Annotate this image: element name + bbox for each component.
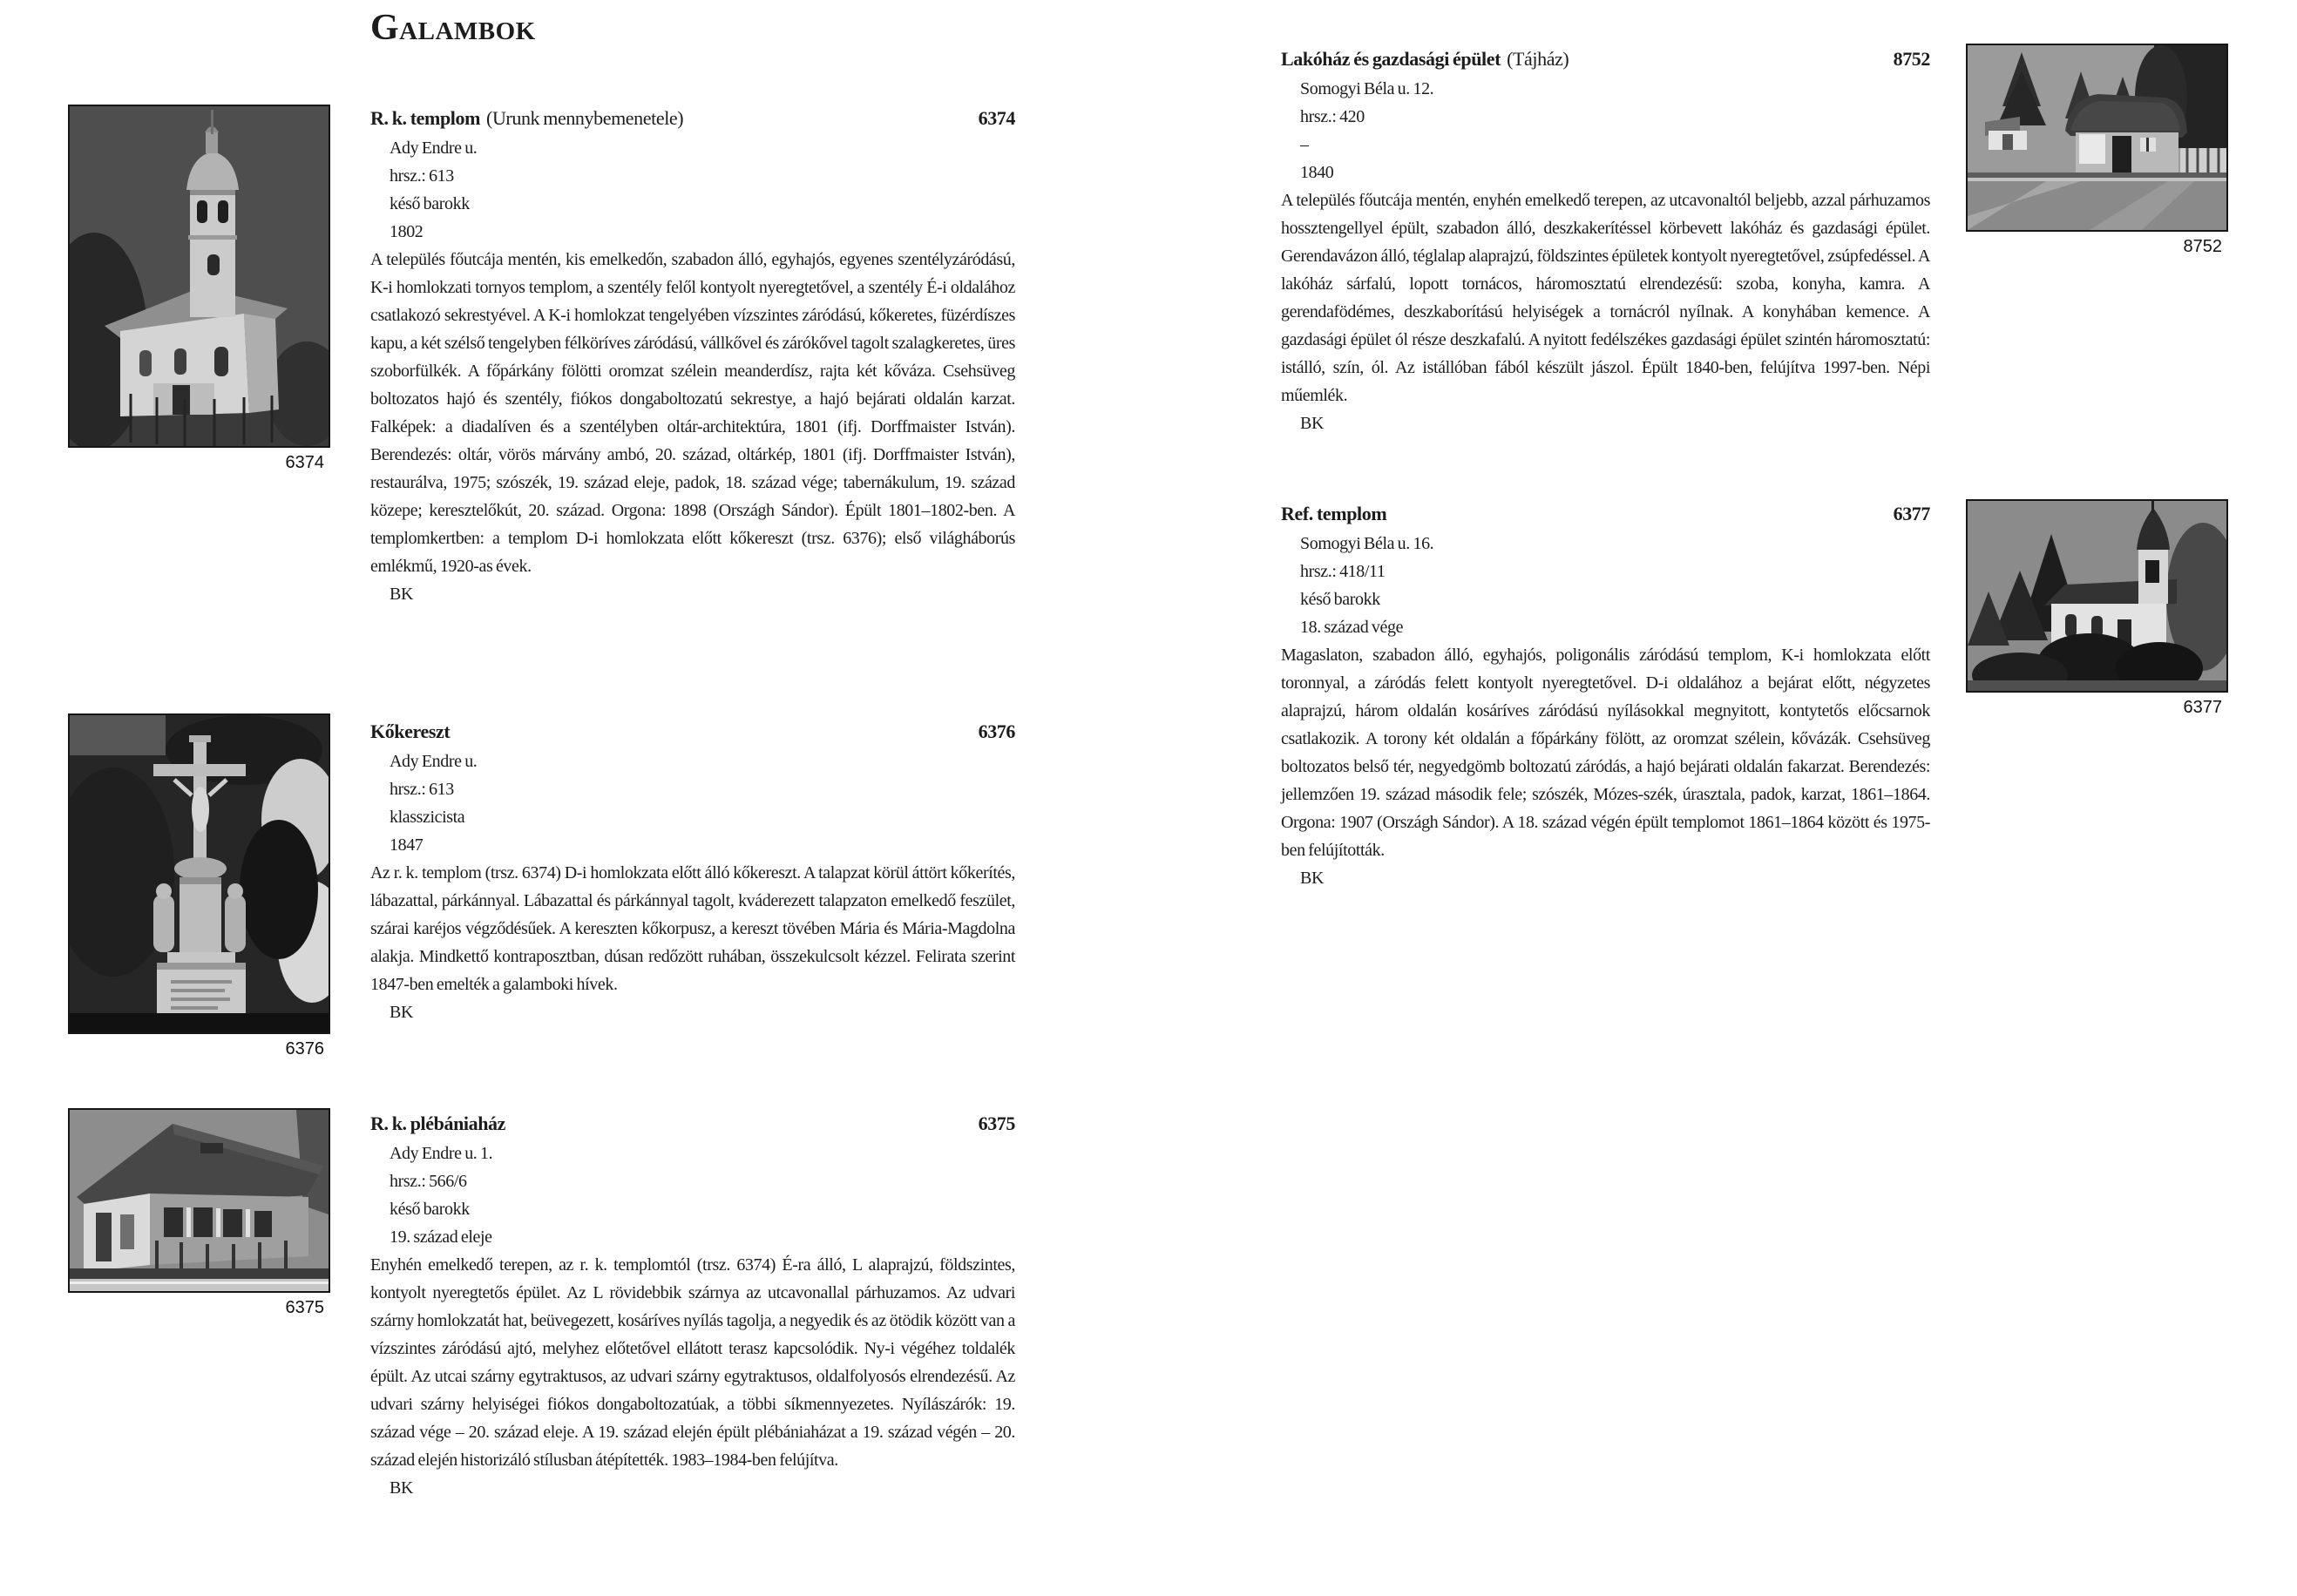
entry-author-initials: BK	[390, 1478, 413, 1498]
entry-heading	[370, 716, 1015, 747]
photo-caption: 6374	[285, 453, 324, 472]
photo-tajhaz-8752	[1966, 44, 2225, 257]
entry-ref-templom	[1281, 498, 1930, 892]
photo-caption: 6375	[285, 1298, 324, 1317]
thatched-cottage-photo-image	[1966, 44, 2228, 232]
entry-style: klasszicista	[390, 808, 465, 827]
entry-address: Somogyi Béla u. 16.	[1300, 534, 1434, 553]
photo-caption: 6376	[285, 1039, 324, 1058]
entry-number: 6376	[978, 720, 1015, 742]
entry-title: R. k. plébániaház	[370, 1112, 506, 1134]
entry-parcel-number: hrsz.: 613	[390, 166, 454, 186]
entry-date: 19. század eleje	[390, 1227, 492, 1247]
entry-date: 18. század vége	[1300, 618, 1404, 637]
photo-kokereszt-6376	[68, 713, 327, 1059]
entry-address: Ady Endre u.	[390, 139, 478, 158]
entry-description: Enyhén emelkedő terepen, az r. k. templomtól (trsz. 6374) É-ra álló, L alaprajzú, földszintes, kontyolt nyeregtetős épület. Az L rövidebbik szárnya az utcavonallal párhuzamos. Az udvari szárny homlokzatát hat, beüvegezett, kosáríves nyílás tagolja, a negyedik és az ötödik között van a vízszintes záródású ajtó, melyhez előtetővel ellátott terasz kapcsolódik. Ny-i végéhez toldalék épült. Az utcai szárny egytraktusos, az udvari szárny egytraktusos, oldalfolyosós elrendezésű. Az udvari szárny helyiségei fiókos dongaboltozatúak, a többi síkmennyezetes. Nyílászárók: 19. század vége – 20. század eleje. A 19. század elején épült plébániaházat a 19. század végén – 20. század elején historizáló stílusban átépítették. 1983–1984-ben felújítva.	[370, 1255, 1015, 1470]
entry-description: Az r. k. templom (trsz. 6374) D-i homlokzata előtt álló kőkereszt. A talapzat körül áttört kőkerítés, lábazattal, párkánnyal. Lábazattal és párkánnyal tagolt, kváderezett talapzaton emelkedő feszület, szárai karéjos végződésűek. A kereszten kőkorpusz, a kereszt tövében Mária és Mária-Magdolna alakja. Mindkettő kontraposztban, dúsan redőzött ruhában, összekulcsolt kézzel. Felirata szerint 1847-ben emelték a galamboki hívek.	[370, 863, 1015, 994]
entry-date: 1847	[390, 835, 423, 855]
entry-kokereszt	[370, 716, 1015, 1026]
entry-number: 6377	[1893, 503, 1930, 524]
entry-number: 6374	[978, 107, 1015, 129]
entry-title: R. k. templom (Urunk mennybemenetele)	[370, 107, 684, 129]
church-among-trees-photo-image	[1966, 499, 2228, 693]
entry-heading	[370, 1108, 1015, 1140]
photo-caption: 6377	[2183, 698, 2222, 717]
entry-date: 1840	[1300, 163, 1334, 182]
entry-number: 8752	[1893, 48, 1930, 70]
stone-cross-photo-image	[68, 713, 330, 1034]
entry-address: Somogyi Béla u. 12.	[1300, 79, 1434, 98]
entry-heading	[1281, 44, 1930, 75]
entry-address: Ady Endre u.	[390, 752, 478, 771]
entry-author-initials: BK	[390, 1003, 413, 1022]
entry-description: A település főutcája mentén, kis emelkedőn, szabadon álló, egyhajós, egyenes szentélyzáródású, K-i homlokzati tornyos templom, a szentély felől kontyolt nyeregtetővel, a szentély É-i oldalához csatlakozó sekrestyével. A K-i homlokzat tengelyében vízszintes záródású, kőkeretes, füzérdíszes kapu, a két szélső tengelyben félköríves záródású, vállkővel és zárókővel tagolt szalagkeretes, üres szoborfülkék. A főpárkány fölötti oromzat szélein meanderdísz, rajta két kőváza. Csehsüveg boltozatos hajó és szentély, fiókos dongaboltozatú sekrestye, a hajó bejárati oldalán karzat. Falképek: a diadalíven és a szentélyben oltár-architektúra, 1801 (ifj. Dorffmaister István). Berendezés: oltár, vörös márvány ambó, 20. század, oltárkép, 1801 (ifj. Dorffmaister István), restaurálva, 1975; szószék, 19. század eleje, padok, 18. század vége; tabernákulum, 19. század közepe; keresztelőkút, 20. század. Orgona: 1898 (Országh Sándor). Épült 1801–1802-ben. A templomkertben: a templom D-i homlokzata előtt kőkereszt (trsz. 6376); első világháborús emlékmű, 1920-as évek.	[370, 250, 1015, 576]
page-title: Galambok	[370, 8, 536, 48]
entry-parcel-number: hrsz.: 613	[390, 780, 454, 799]
entry-parcel-number: hrsz.: 418/11	[1300, 562, 1386, 581]
entry-style: késő barokk	[390, 1200, 470, 1219]
entry-address: Ady Endre u. 1.	[390, 1144, 493, 1163]
entry-parcel-number: hrsz.: 420	[1300, 107, 1365, 126]
entry-heading	[1281, 498, 1930, 530]
entry-description: Magaslaton, szabadon álló, egyhajós, poligonális záródású templom, K-i homlokzata előtt toronnyal, a záródás felett kontyolt nyeregtetővel. D-i oldalához a bejárat előtt, négyzetes alaprajzú, három oldalán kosáríves záródású nyílásokkal megnyitott, kontytetős előcsarnok csatlakozik. A torony két oldalán a főpárkány fölött, az oromzat szélein, kővázák. Csehsüveg boltozatos belső tér, negyedgömb boltozatú záródás, a hajó bejárati oldalán fakarzat. Berendezés: jellemzően 19. század második fele; szószék, Mózes-szék, úrasztala, padok, karzat, 1861–1864. Orgona: 1907 (Országh Sándor). A 18. század végén épült templomot 1861–1864 között és 1975-ben felújították.	[1281, 646, 1930, 860]
church-tower-photo-image	[68, 105, 330, 448]
entry-title: Kőkereszt	[370, 720, 451, 742]
entry-title: Lakóház és gazdasági épület (Tájház)	[1281, 48, 1569, 70]
entry-lakohaz-tajhaz	[1281, 44, 1930, 437]
entry-number: 6375	[978, 1112, 1015, 1134]
entry-parcel-number: hrsz.: 566/6	[390, 1172, 467, 1191]
entry-style: késő barokk	[390, 194, 470, 213]
entry-author-initials: BK	[1300, 414, 1324, 433]
photo-plebaniahaz-6375	[68, 1108, 327, 1318]
parish-house-photo-image	[68, 1108, 330, 1293]
entry-heading	[370, 103, 1015, 134]
photo-rk-templom-6374	[68, 105, 327, 473]
entry-title: Ref. templom	[1281, 503, 1387, 524]
entry-rk-plebaniahaz	[370, 1108, 1015, 1502]
photo-ref-templom-6377	[1966, 499, 2225, 718]
entry-rk-templom	[370, 103, 1015, 608]
entry-date: 1802	[390, 222, 423, 241]
entry-style: késő barokk	[1300, 590, 1380, 609]
entry-author-initials: BK	[1300, 869, 1324, 888]
entry-author-initials: BK	[390, 585, 413, 604]
photo-caption: 8752	[2183, 237, 2222, 256]
entry-style: –	[1300, 135, 1309, 154]
entry-description: A település főutcája mentén, enyhén emelkedő terepen, az utcavonaltól beljebb, azzal párhuzamos hossztengellyel épült, szabadon álló, deszkakerítéssel körbevett lakóház és gazdasági épület. Gerendavázon álló, téglalap alaprajzú, földszintes épületek kontyolt nyeregtetővel, zsúpfedéssel. A lakóház sárfalú, lopott tornácos, háromosztatú elrendezésű: szoba, konyha, kamra. A gerendafödémes, deszkaborítású helyiségek a tornácról nyílnak. A konyhában kemence. A gazdasági épület ól része deszkafalú. A nyitott fedélszékes gazdasági épület szintén háromosztatú: istálló, szín, ól. Az istállóban fából készült jászol. Épült 1840-ben, felújítva 1997-ben. Népi műemlék.	[1281, 191, 1930, 405]
